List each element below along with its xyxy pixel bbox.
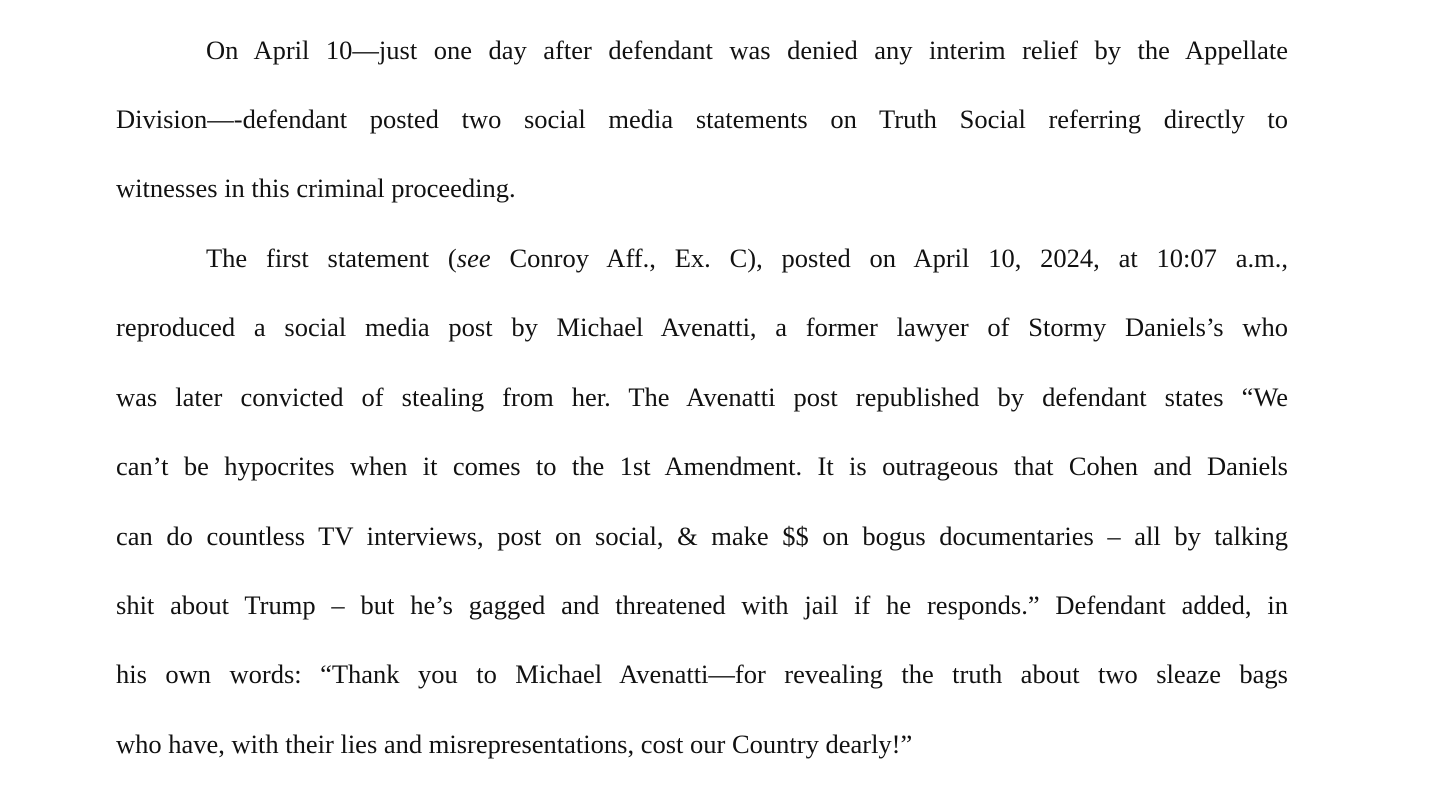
- paragraph-1-line-3: witnesses in this criminal proceeding.: [116, 173, 516, 203]
- paragraph-1-line-2: Division—-defendant posted two social media statements on Truth Social referring directly to: [116, 104, 1288, 134]
- citation-signal-see: see: [456, 243, 491, 273]
- paragraph-2-line-1-before: The first statement (: [206, 243, 457, 273]
- paragraph-2-line-6: shit about Trump – but he’s gagged and threatened with jail if he responds.” Defendant added, in: [116, 590, 1288, 620]
- paragraph-1-line-1: On April 10—just one day after defendant was denied any interim relief by the Appellate: [206, 35, 1288, 65]
- paragraph-2-line-1: [206, 241, 1288, 275]
- paragraph-2-line-5: can do countless TV interviews, post on social, & make $$ on bogus documentaries – all by talking: [116, 521, 1288, 551]
- paragraph-2-line-3: was later convicted of stealing from her. The Avenatti post republished by defendant states “We: [116, 382, 1288, 412]
- paragraph-2-line-4: can’t be hypocrites when it comes to the 1st Amendment. It is outrageous that Cohen and Daniels: [116, 451, 1288, 481]
- paragraph-2-line-2: reproduced a social media post by Michael Avenatti, a former lawyer of Stormy Daniels’s who: [116, 312, 1288, 342]
- paragraph-2-line-1-after: Conroy Aff., Ex. C), posted on April 10, 2024, at 10:07 a.m.,: [490, 243, 1289, 273]
- paragraph-2-line-8: who have, with their lies and misrepresentations, cost our Country dearly!”: [116, 729, 913, 759]
- paragraph-2-line-7: his own words: “Thank you to Michael Avenatti—for revealing the truth about two sleaze bags: [116, 659, 1288, 689]
